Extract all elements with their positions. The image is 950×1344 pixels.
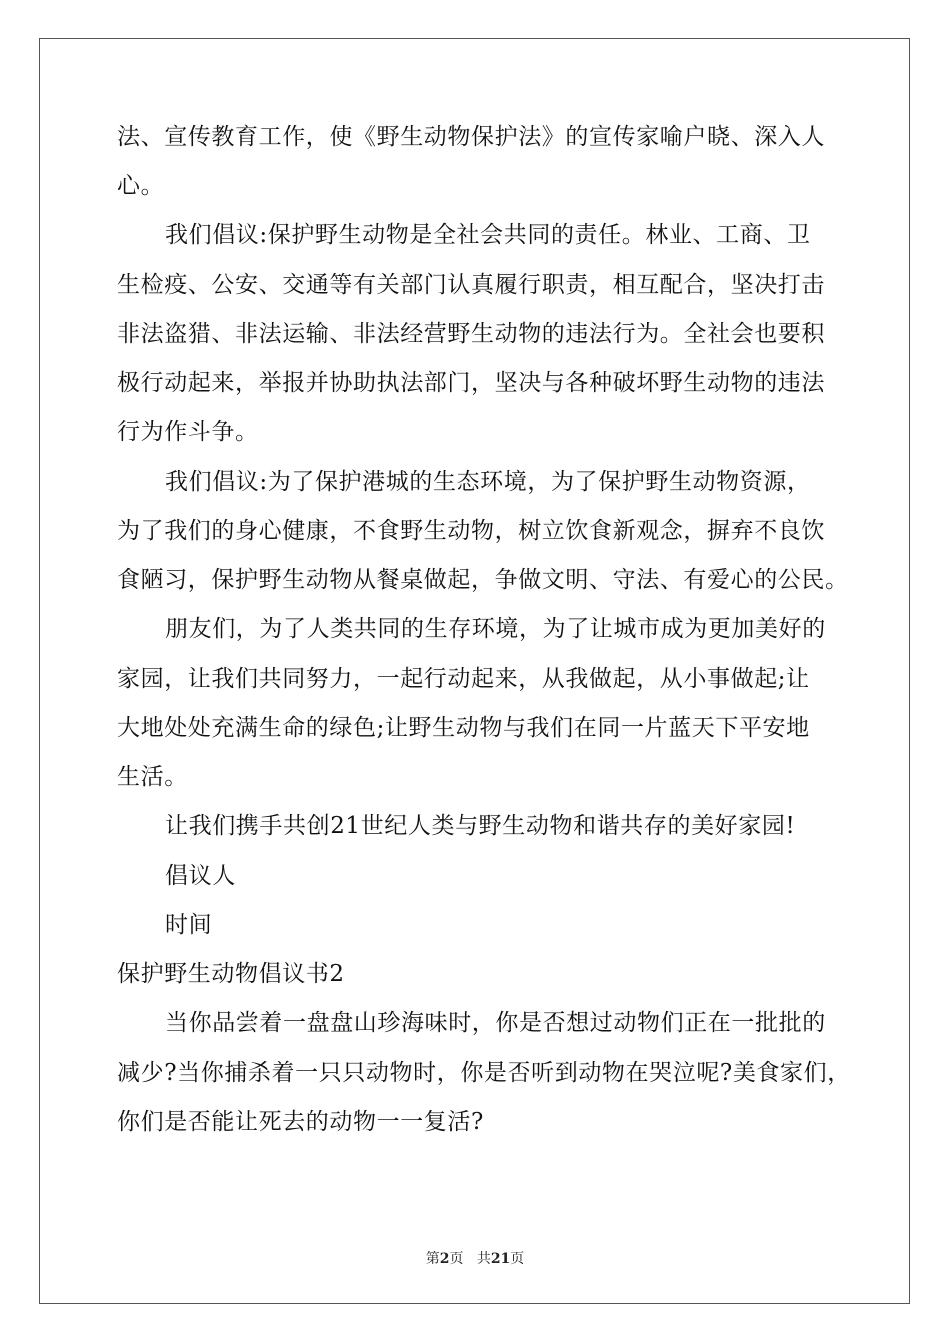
text-line: 行为作斗争。 — [117, 419, 259, 445]
paragraph-start: 我们倡议:保护野生动物是全社会共同的责任。林业、工商、卫 — [165, 222, 811, 248]
text-line: 食陋习，保护野生动物从餐桌做起，争做文明、守法、有爱心的公民。 — [117, 567, 849, 593]
signature-label: 倡议人 — [165, 863, 236, 889]
paragraph-start: 让我们携手共创21世纪人类与野生动物和谐共存的美好家园! — [165, 813, 796, 839]
text-line: 减少?当你捕杀着一只只动物时，你是否听到动物在哭泣呢?美食家们， — [117, 1060, 851, 1086]
text-line: 非法盗猎、非法运输、非法经营野生动物的违法行为。全社会也要积 — [117, 321, 825, 347]
text-line: 心。 — [117, 173, 165, 199]
text-line: 法、宣传教育工作，使《野生动物保护法》的宣传家喻户晓、深入人 — [117, 124, 825, 150]
total-pages: 21 — [490, 1251, 511, 1267]
section-heading: 保护野生动物倡议书2 — [117, 961, 345, 987]
total-prefix: 共 — [476, 1251, 491, 1267]
text-line: 生活。 — [117, 764, 188, 790]
text-line: 生检疫、公安、交通等有关部门认真履行职责，相互配合，坚决打击 — [117, 272, 825, 298]
paragraph-start: 当你品尝着一盘盘山珍海味时，你是否想过动物们正在一批批的 — [165, 1010, 826, 1036]
text-line: 为了我们的身心健康，不食野生动物，树立饮食新观念，摒弃不良饮 — [117, 518, 825, 544]
text-line: 大地处处充满生命的绿色;让野生动物与我们在同一片蓝天下平安地 — [117, 715, 810, 741]
page-suffix: 页 — [449, 1251, 464, 1267]
date-label: 时间 — [165, 912, 213, 938]
text-line: 家园，让我们共同努力，一起行动起来，从我做起，从小事做起;让 — [117, 666, 810, 692]
text-line: 极行动起来，举报并协助执法部门，坚决与各种破坏野生动物的违法 — [117, 370, 825, 396]
text-line: 你们是否能让死去的动物一一复活? — [117, 1109, 484, 1135]
paragraph-start: 朋友们，为了人类共同的生存环境，为了让城市成为更加美好的 — [165, 616, 826, 642]
paragraph-start: 我们倡议:为了保护港城的生态环境，为了保护野生动物资源， — [165, 469, 811, 495]
page-footer — [0, 1248, 950, 1268]
total-suffix: 页 — [510, 1251, 525, 1267]
page-number: 2 — [439, 1251, 450, 1267]
page-prefix: 第 — [425, 1251, 440, 1267]
